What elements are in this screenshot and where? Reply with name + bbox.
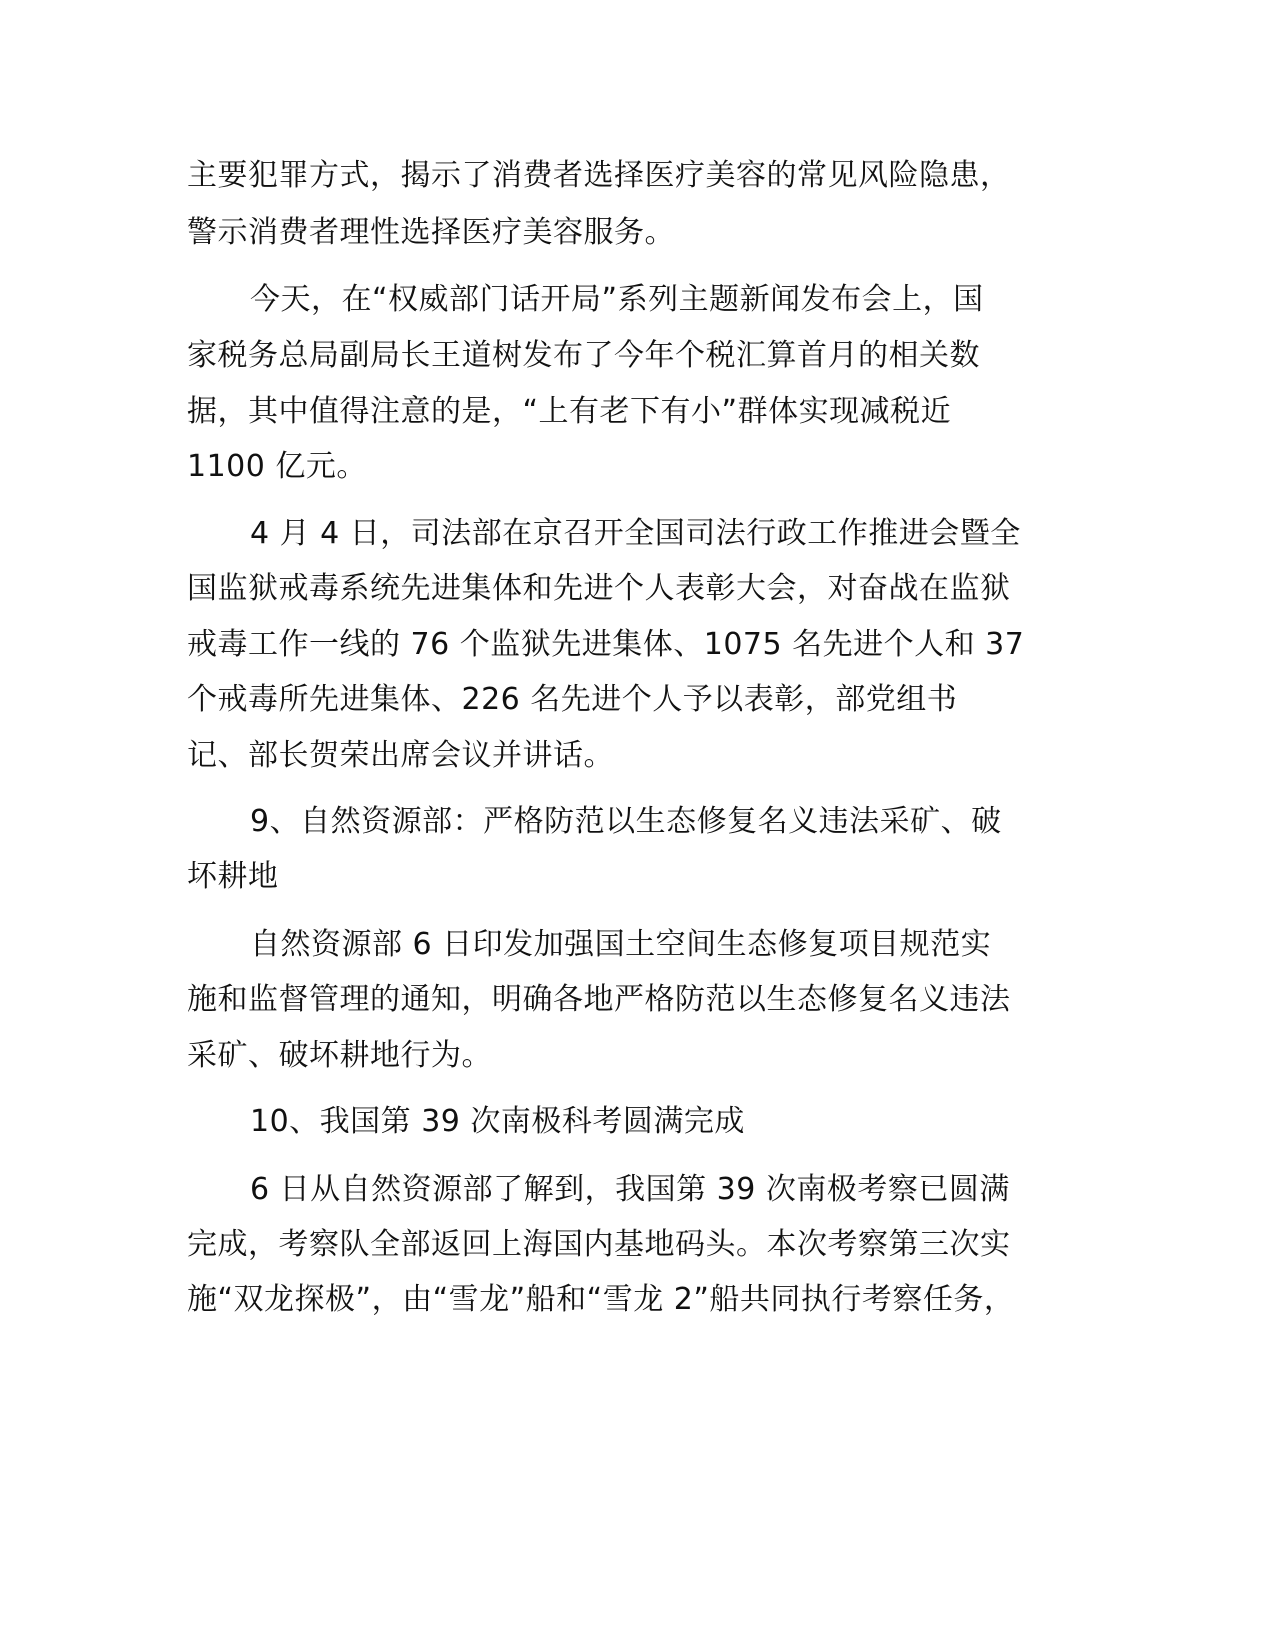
paragraph-first-line: 自然资源部 6 日印发加强国土空间生态修复项目规范实 <box>250 927 992 962</box>
text-line: 个戒毒所先进集体、226 名先进个人予以表彰，部党组书 <box>187 682 958 717</box>
text-line: 据，其中值得注意的是，“上有老下有小”群体实现减税近 <box>187 394 952 429</box>
text-line: 记、部长贺荣出席会议并讲话。 <box>187 738 614 773</box>
paragraph-first-line: 4 月 4 日，司法部在京召开全国司法行政工作推进会暨全 <box>250 516 1021 551</box>
text-line: 国监狱戒毒系统先进集体和先进个人表彰大会，对奋战在监狱 <box>187 571 1011 606</box>
text-line: 警示消费者理性选择医疗美容服务。 <box>187 215 675 250</box>
paragraph-first-line: 6 日从自然资源部了解到，我国第 39 次南极考察已圆满 <box>250 1172 1010 1207</box>
text-line: 施“双龙探极”，由“雪龙”船和“雪龙 2”船共同执行考察任务， <box>187 1282 1015 1317</box>
text-line: 完成，考察队全部返回上海国内基地码头。本次考察第三次实 <box>187 1227 1011 1262</box>
text-line: 施和监督管理的通知，明确各地严格防范以生态修复名义违法 <box>187 982 1011 1017</box>
section-heading: 9、自然资源部：严格防范以生态修复名义违法采矿、破 <box>250 804 1002 839</box>
section-heading-continuation: 坏耕地 <box>187 859 279 894</box>
text-line: 家税务总局副局长王道树发布了今年个税汇算首月的相关数 <box>187 338 980 373</box>
text-line: 1100 亿元。 <box>187 449 367 484</box>
text-line: 主要犯罪方式，揭示了消费者选择医疗美容的常见风险隐患， <box>187 158 1011 193</box>
text-line: 采矿、破坏耕地行为。 <box>187 1038 492 1073</box>
section-heading: 10、我国第 39 次南极科考圆满完成 <box>250 1104 745 1139</box>
paragraph-first-line: 今天，在“权威部门话开局”系列主题新闻发布会上，国 <box>250 282 984 317</box>
text-line: 戒毒工作一线的 76 个监狱先进集体、1075 名先进个人和 37 <box>187 627 1025 662</box>
